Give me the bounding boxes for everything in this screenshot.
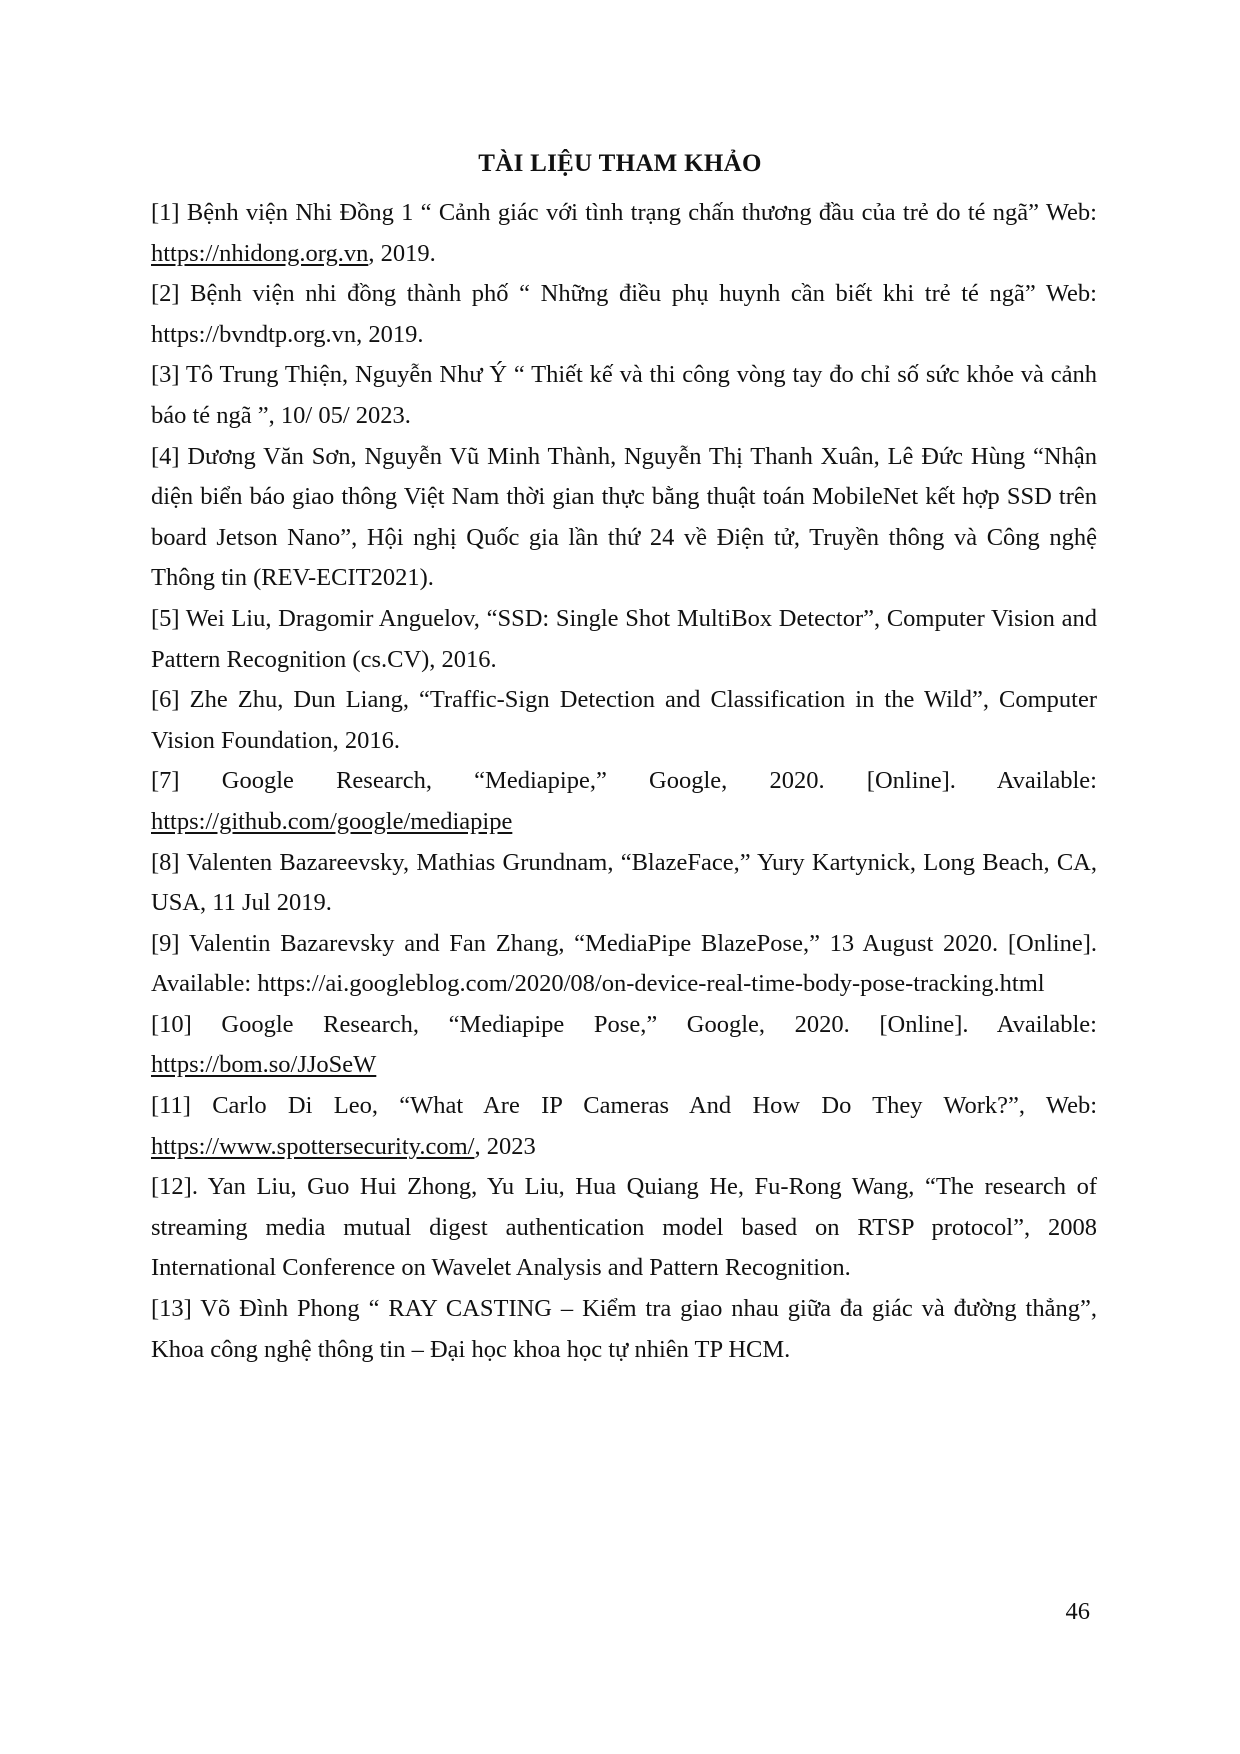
reference-text: [6] Zhe Zhu, Dun Liang, “Traffic-Sign Detection and Classification in the Wild”, Computer Vision Foundation, 2016.	[151, 686, 1097, 754]
reference-text: [2] Bệnh viện nhi đồng thành phố “ Những điều phụ huynh cần biết khi trẻ té ngã” Web: https://bvndtp.org.vn, 2019.	[151, 280, 1097, 348]
reference-item	[151, 924, 1097, 1005]
reference-link[interactable]: https://www.spottersecurity.com/	[151, 1132, 475, 1160]
reference-link[interactable]: https://nhidong.org.vn	[151, 239, 369, 267]
reference-text: [10] Google Research, “Mediapipe Pose,” Google, 2020. [Online]. Available:	[151, 1010, 1097, 1038]
reference-text: [12]. Yan Liu, Guo Hui Zhong, Yu Liu, Hua Quiang He, Fu-Rong Wang, “The research of streaming media mutual digest authentication model based on RTSP protocol”, 2008 International Conference on Wavelet Analysis and Pattern Recognition.	[151, 1173, 1097, 1282]
reference-item	[151, 680, 1097, 761]
reference-item	[151, 1005, 1097, 1086]
page-number: 46	[1065, 1598, 1090, 1625]
reference-text: [9] Valentin Bazarevsky and Fan Zhang, “MediaPipe BlazePose,” 13 August 2020. [Online]. Available: https://ai.googleblog.com/2020/08/on-device-real-time-body-pose-tracking.html	[151, 929, 1097, 998]
reference-text: [3] Tô Trung Thiện, Nguyễn Như Ý “ Thiết kế và thi công vòng tay đo chỉ số sức khỏe và cảnh báo té ngã ”, 10/ 05/ 2023.	[151, 361, 1097, 429]
reference-item	[151, 761, 1097, 842]
reference-link[interactable]: https://bom.so/JJoSeW	[151, 1051, 377, 1079]
reference-text: [11] Carlo Di Leo, “What Are IP Cameras And How Do They Work?”, Web:	[151, 1092, 1097, 1120]
reference-item	[151, 843, 1097, 924]
reference-text: [5] Wei Liu, Dragomir Anguelov, “SSD: Single Shot MultiBox Detector”, Computer Vision and Pattern Recognition (cs.CV), 2016.	[151, 604, 1097, 673]
reference-item	[151, 193, 1097, 274]
reference-text: [8] Valenten Bazareevsky, Mathias Grundnam, “BlazeFace,” Yury Kartynick, Long Beach, CA, USA, 11 Jul 2019.	[151, 848, 1097, 917]
reference-text: [7] Google Research, “Mediapipe,” Google, 2020. [Online]. Available:	[151, 767, 1097, 795]
reference-text-tail: , 2019.	[368, 239, 436, 267]
reference-item	[151, 599, 1097, 680]
reference-text: [1] Bệnh viện Nhi Đồng 1 “ Cảnh giác với tình trạng chấn thương đầu của trẻ do té ngã” Web:	[151, 199, 1097, 226]
reference-item	[151, 274, 1097, 355]
reference-link[interactable]: https://github.com/google/mediapipe	[151, 807, 513, 835]
page-title: TÀI LIỆU THAM KHẢO	[478, 150, 762, 177]
reference-text-tail: , 2023	[474, 1132, 536, 1160]
reference-text: [4] Dương Văn Sơn, Nguyễn Vũ Minh Thành, Nguyễn Thị Thanh Xuân, Lê Đức Hùng “Nhận diện biển báo giao thông Việt Nam thời gian thực bằng thuật toán MobileNet kết hợp SSD trên board Jetson Nano”, Hội nghị Quốc gia lần thứ 24 về Điện tử, Truyền thông và Công nghệ Thông tin (REV-ECIT2021).	[151, 442, 1097, 592]
reference-text: [13] Võ Đình Phong “ RAY CASTING – Kiểm tra giao nhau giữa đa giác và đường thẳng”, Khoa công nghệ thông tin – Đại học khoa học tự nhiên TP HCM.	[151, 1295, 1097, 1363]
reference-item	[151, 1289, 1097, 1370]
reference-item	[151, 1086, 1097, 1167]
reference-item	[151, 437, 1097, 599]
reference-item	[151, 1167, 1097, 1289]
reference-item	[151, 355, 1097, 436]
reference-list	[151, 193, 1097, 1370]
